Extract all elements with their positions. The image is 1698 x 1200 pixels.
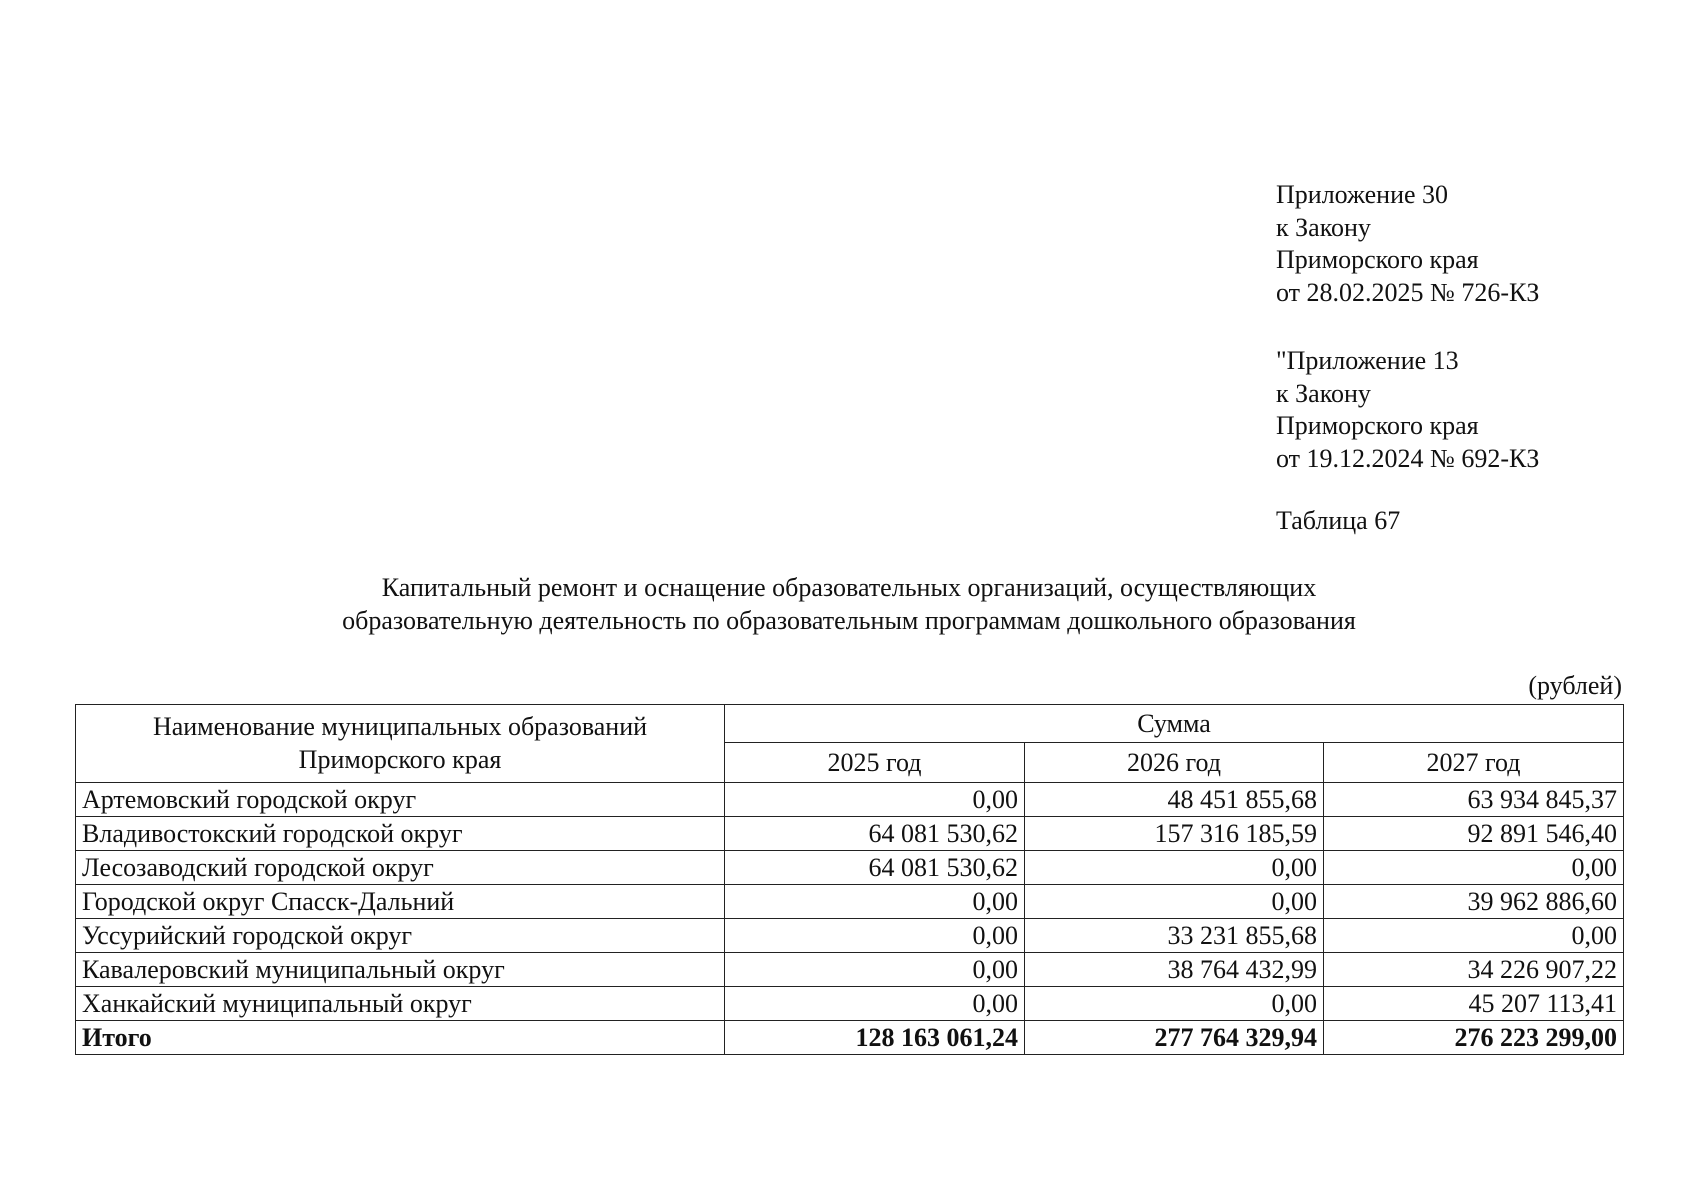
budget-table <box>75 704 1624 1055</box>
amount-2027: 0,00 <box>1324 919 1624 953</box>
table-row <box>76 953 1624 987</box>
total-2026: 277 764 329,94 <box>1025 1021 1324 1055</box>
original-appendix-reference <box>1276 345 1539 475</box>
appendix-line: к Закону <box>1276 212 1371 242</box>
table-row <box>76 919 1624 953</box>
sum-column-header: Сумма <box>725 705 1624 743</box>
amount-2025: 0,00 <box>725 987 1025 1021</box>
amount-2026: 0,00 <box>1025 851 1324 885</box>
total-2025: 128 163 061,24 <box>725 1021 1025 1055</box>
amount-2025: 64 081 530,62 <box>725 851 1025 885</box>
title-line: Капитальный ремонт и оснащение образовательных организаций, осуществляющих <box>381 573 1317 602</box>
appendix-line: Приморского края <box>1276 245 1479 274</box>
appendix-reference <box>1276 179 1539 309</box>
municipality-name: Городской округ Спасск-Дальний <box>76 885 725 919</box>
appendix-line: Приморского края <box>1276 411 1479 440</box>
appendix-line: от 19.12.2024 № 692-КЗ <box>1276 443 1540 473</box>
municipality-name: Лесозаводский городской округ <box>76 851 725 885</box>
amount-2025: 64 081 530,62 <box>725 817 1025 851</box>
amount-2027: 0,00 <box>1324 851 1624 885</box>
total-row <box>76 1021 1624 1055</box>
municipality-name: Артемовский городской округ <box>76 783 725 817</box>
amount-2027: 45 207 113,41 <box>1324 987 1624 1021</box>
amount-2025: 0,00 <box>725 783 1025 817</box>
table-row <box>76 987 1624 1021</box>
appendix-line: "Приложение 13 <box>1276 346 1459 375</box>
amount-2026: 0,00 <box>1025 987 1324 1021</box>
table-row <box>76 783 1624 817</box>
municipality-column-header <box>76 705 725 783</box>
appendix-line: к Закону <box>1276 378 1371 408</box>
table-row <box>76 817 1624 851</box>
amount-2026: 38 764 432,99 <box>1025 953 1324 987</box>
total-2027: 276 223 299,00 <box>1324 1021 1624 1055</box>
header-line: Приморского края <box>298 745 502 774</box>
amount-2025: 0,00 <box>725 953 1025 987</box>
amount-2027: 39 962 886,60 <box>1324 885 1624 919</box>
table-row <box>76 885 1624 919</box>
total-label: Итого <box>76 1021 725 1055</box>
units-label: (рублей) <box>1528 671 1622 700</box>
amount-2027: 63 934 845,37 <box>1324 783 1624 817</box>
municipality-name: Владивостокский городской округ <box>76 817 725 851</box>
municipality-name: Кавалеровский муниципальный округ <box>76 953 725 987</box>
year-header-2027: 2027 год <box>1324 743 1624 783</box>
amount-2025: 0,00 <box>725 885 1025 919</box>
amount-2026: 157 316 185,59 <box>1025 817 1324 851</box>
header-line: Наименование муниципальных образований <box>152 712 648 741</box>
year-header-2025: 2025 год <box>725 743 1025 783</box>
document-title <box>0 572 1698 637</box>
municipality-name: Ханкайский муниципальный округ <box>76 987 725 1021</box>
amount-2026: 0,00 <box>1025 885 1324 919</box>
appendix-line: Приложение 30 <box>1276 180 1449 209</box>
amount-2025: 0,00 <box>725 919 1025 953</box>
year-header-2026: 2026 год <box>1025 743 1324 783</box>
amount-2026: 48 451 855,68 <box>1025 783 1324 817</box>
amount-2027: 34 226 907,22 <box>1324 953 1624 987</box>
table-row <box>76 851 1624 885</box>
title-line: образовательную деятельность по образовательным программам дошкольного образования <box>342 605 1356 635</box>
appendix-line: от 28.02.2025 № 726-КЗ <box>1276 277 1540 307</box>
municipality-name: Уссурийский городской округ <box>76 919 725 953</box>
amount-2027: 92 891 546,40 <box>1324 817 1624 851</box>
table-number: Таблица 67 <box>1276 506 1401 535</box>
amount-2026: 33 231 855,68 <box>1025 919 1324 953</box>
